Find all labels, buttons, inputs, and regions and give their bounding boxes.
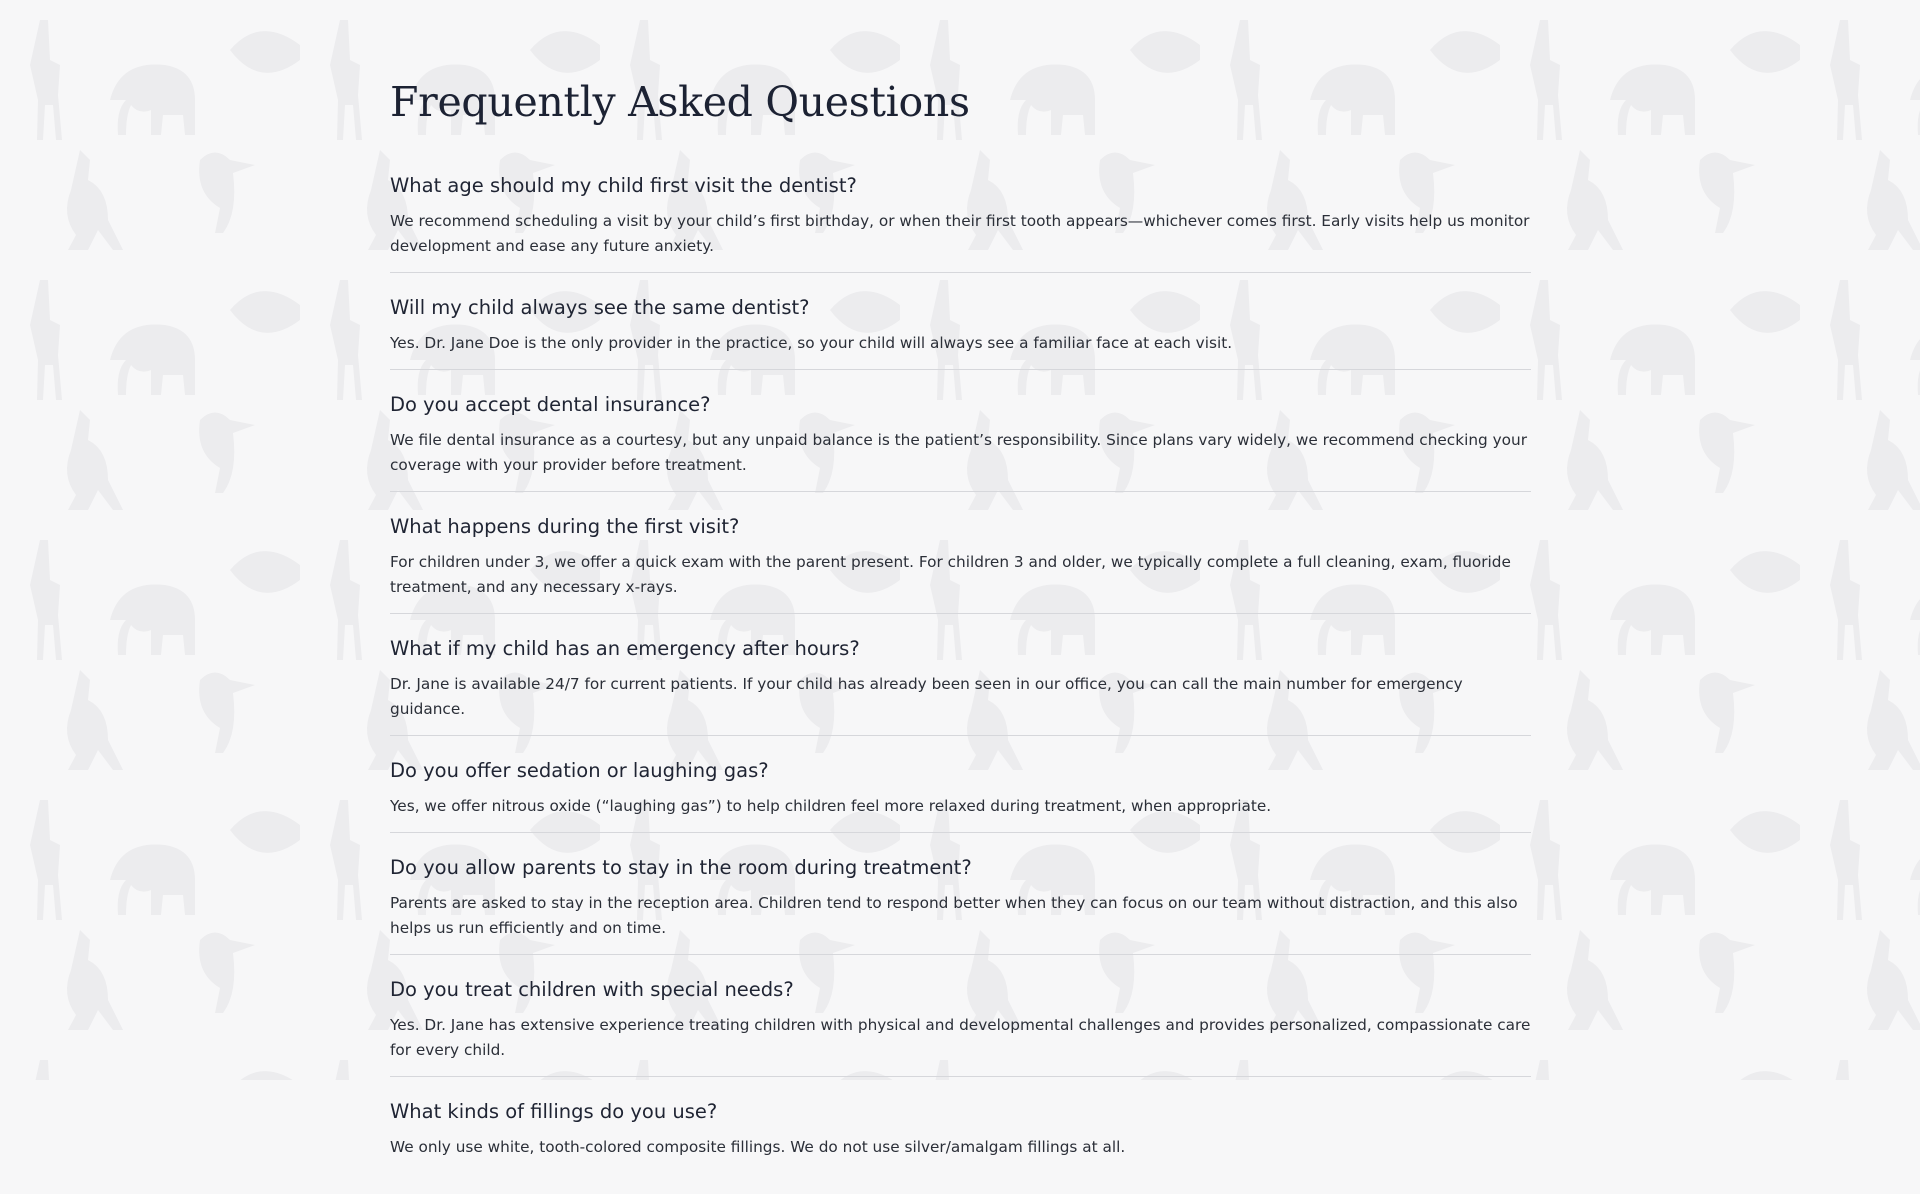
faq-item xyxy=(390,391,1531,492)
faq-answer: Yes. Dr. Jane Doe is the only provider in the practice, so your child will always see a familiar face at each visit. xyxy=(390,334,1233,352)
faq-question: Will my child always see the same dentist? xyxy=(390,296,810,319)
faq-item xyxy=(390,172,1531,273)
faq-item xyxy=(390,635,1531,736)
faq-question: Do you treat children with special needs? xyxy=(390,978,794,1001)
faq-question: What age should my child first visit the dentist? xyxy=(390,174,857,197)
faq-answer: We recommend scheduling a visit by your child’s first birthday, or when their first tooth appears—whichever comes first. Early visits help us monitor development and ease any future anxiety. xyxy=(390,212,1530,255)
faq-question: What kinds of fillings do you use? xyxy=(390,1100,718,1123)
faq-item xyxy=(390,854,1531,955)
faq-answer: We file dental insurance as a courtesy, but any unpaid balance is the patient’s responsibility. Since plans vary widely, we recommend checking your coverage with your provider before treatment. xyxy=(390,431,1527,474)
faq-question: What happens during the first visit? xyxy=(390,515,740,538)
faq-answer: Yes, we offer nitrous oxide (“laughing gas”) to help children feel more relaxed during treatment, when appropriate. xyxy=(390,797,1272,815)
faq-question: What if my child has an emergency after hours? xyxy=(390,637,860,660)
faq-question: Do you allow parents to stay in the room during treatment? xyxy=(390,856,972,879)
faq-answer: Parents are asked to stay in the reception area. Children tend to respond better when they can focus on our team without distraction, and this also helps us run efficiently and on time. xyxy=(390,894,1518,937)
page-title: Frequently Asked Questions xyxy=(390,78,970,126)
faq-item xyxy=(390,294,1531,370)
faq-item xyxy=(390,1098,1531,1173)
faq-item xyxy=(390,757,1531,833)
faq-question: Do you accept dental insurance? xyxy=(390,393,711,416)
faq-answer: For children under 3, we offer a quick exam with the parent present. For children 3 and older, we typically complete a full cleaning, exam, fluoride treatment, and any necessary x-rays. xyxy=(390,553,1511,596)
faq-section xyxy=(390,72,1531,1194)
faq-question: Do you offer sedation or laughing gas? xyxy=(390,759,769,782)
faq-answer: Yes. Dr. Jane has extensive experience treating children with physical and developmental challenges and provides personalized, compassionate care for every child. xyxy=(390,1016,1531,1059)
faq-answer: Dr. Jane is available 24/7 for current patients. If your child has already been seen in our office, you can call the main number for emergency guidance. xyxy=(390,675,1463,718)
faq-item xyxy=(390,976,1531,1077)
faq-answer: We only use white, tooth-colored composite fillings. We do not use silver/amalgam fillings at all. xyxy=(390,1138,1126,1156)
faq-item xyxy=(390,513,1531,614)
